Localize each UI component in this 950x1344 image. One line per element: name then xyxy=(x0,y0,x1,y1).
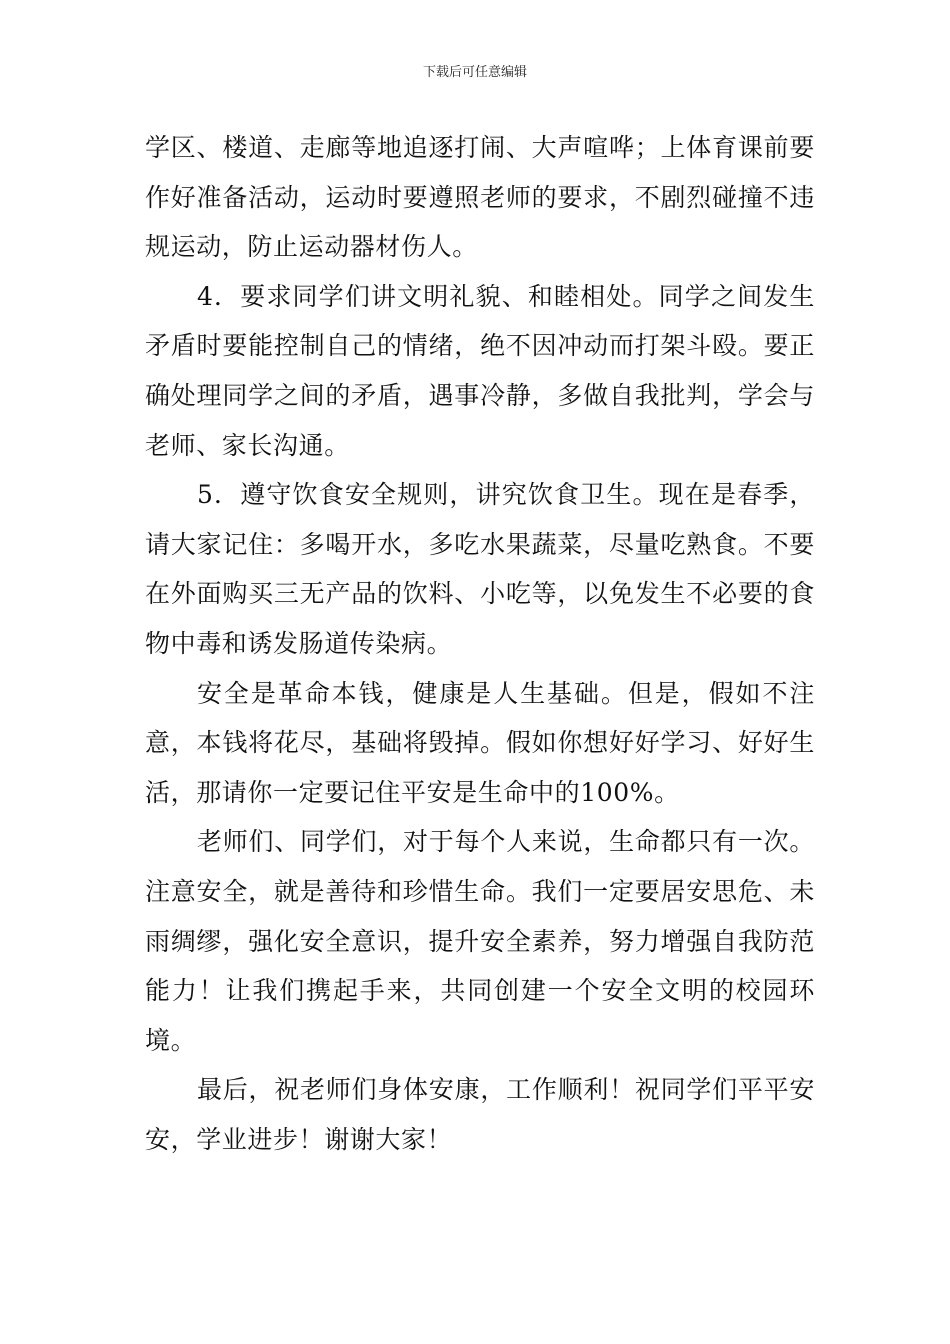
paragraph-sports-safety: 学区、楼道、走廊等地追逐打闹、大声喧哗；上体育课前要作好准备活动，运动时要遵照老师的要求，不剧烈碰撞不违规运动，防止运动器材伤人。 xyxy=(145,133,815,262)
paragraph-food-safety: 5．遵守饮食安全规则，讲究饮食卫生。现在是春季，请大家记住：多喝开水，多吃水果蔬菜，尽量吃熟食。不要在外面购买三无产品的饮料、小吃等，以免发生不必要的食物中毒和诱发肠道传染病。 xyxy=(145,480,815,658)
document-body xyxy=(145,123,815,1164)
paragraph-cherish-life: 老师们、同学们，对于每个人来说，生命都只有一次。注意安全，就是善待和珍惜生命。我们一定要居安思危、未雨绸缪，强化安全意识，提升安全素养，努力增强自我防范能力！让我们携起手来，共同创建一个安全文明的校园环境。 xyxy=(145,827,815,1055)
paragraph-safety-foundation: 安全是革命本钱，健康是人生基础。但是，假如不注意，本钱将花尽，基础将毁掉。假如你想好好学习、好好生活，那请你一定要记住平安是生命中的100%。 xyxy=(145,678,815,807)
page-header: 下载后可任意编辑 xyxy=(422,65,527,80)
paragraph-closing: 最后，祝老师们身体安康，工作顺利！祝同学们平平安安，学业进步！谢谢大家！ xyxy=(145,1075,815,1154)
paragraph-civility: 4．要求同学们讲文明礼貌、和睦相处。同学之间发生矛盾时要能控制自己的情绪，绝不因冲动而打架斗殴。要正确处理同学之间的矛盾，遇事冷静，多做自我批判，学会与老师、家长沟通。 xyxy=(145,281,815,460)
